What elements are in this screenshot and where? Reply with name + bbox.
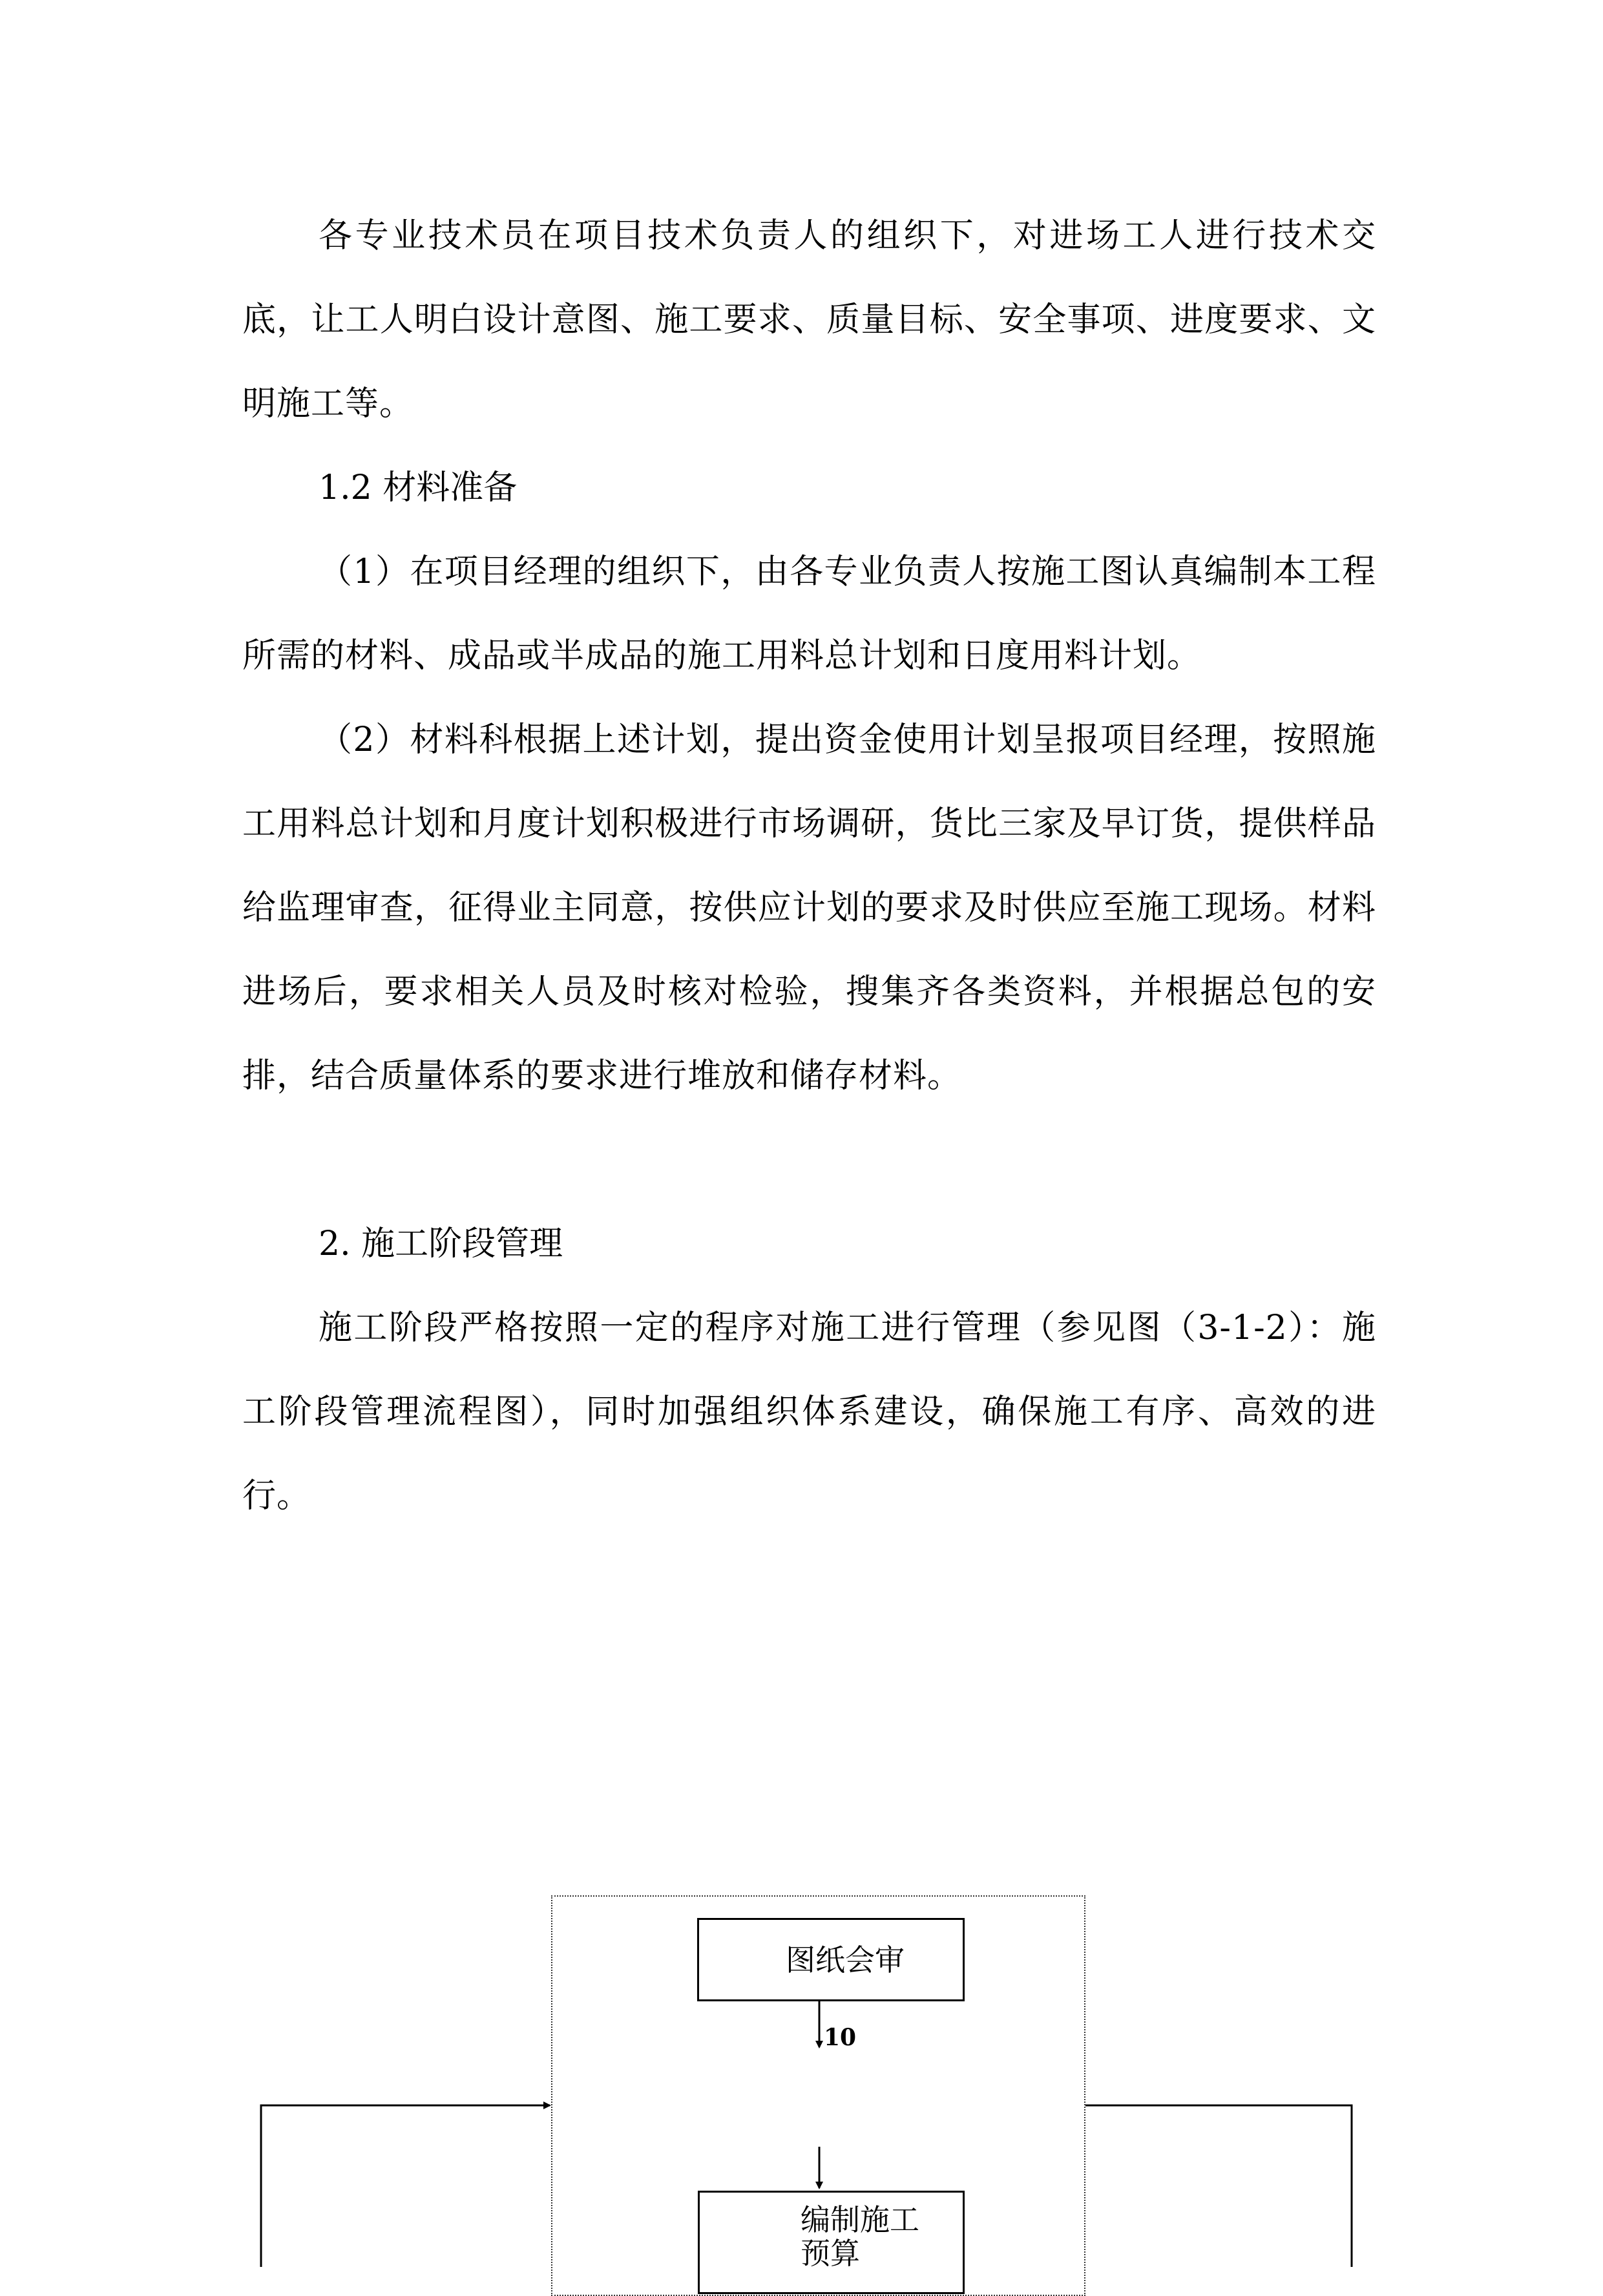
paragraph-technical-briefing: 各专业技术员在项目技术负责人的组织下，对进场工人进行技术交底，让工人明白设计意图、施工要求、质量目标、安全事项、进度要求、文明施工等。 [242,216,1376,423]
flowchart-step-number: 10 [824,2024,857,2051]
flowchart-box-budget-label-line1: 编制施工 [801,2202,919,2237]
heading-construction-stage-management: 2. 施工阶段管理 [319,1225,563,1263]
paragraph-materials-plan: （1）在项目经理的组织下，由各专业负责人按施工图认真编制本工程所需的材料、成品或半成品的施工用料总计划和日度用料计划。 [242,553,1376,675]
flowchart-box-drawing-review-label: 图纸会审 [786,1942,905,1977]
flowchart-line-right-loop [1085,2105,1352,2267]
flowchart-box-budget-label-line2: 预算 [801,2236,860,2271]
flowchart-arrow-left-loop [261,2105,550,2267]
paragraph-materials-procurement: （2）材料科根据上述计划，提出资金使用计划呈报项目经理，按照施工用料总计划和月度计划积极进行市场调研，货比三家及早订货，提供样品给监理审查，征得业主同意，按供应计划的要求及时供应至施工现场。材料进场后，要求相关人员及时核对检验，搜集齐各类资料，并根据总包的安排，结合质量体系的要求进行堆放和储存材料。 [242,721,1376,1095]
heading-materials-preparation: 1.2 材料准备 [319,469,518,507]
paragraph-construction-procedure: 施工阶段严格按照一定的程序对施工进行管理（参见图（3-1-2）：施工阶段管理流程图），同时加强组织体系建设，确保施工有序、高效的进行。 [242,1309,1376,1515]
